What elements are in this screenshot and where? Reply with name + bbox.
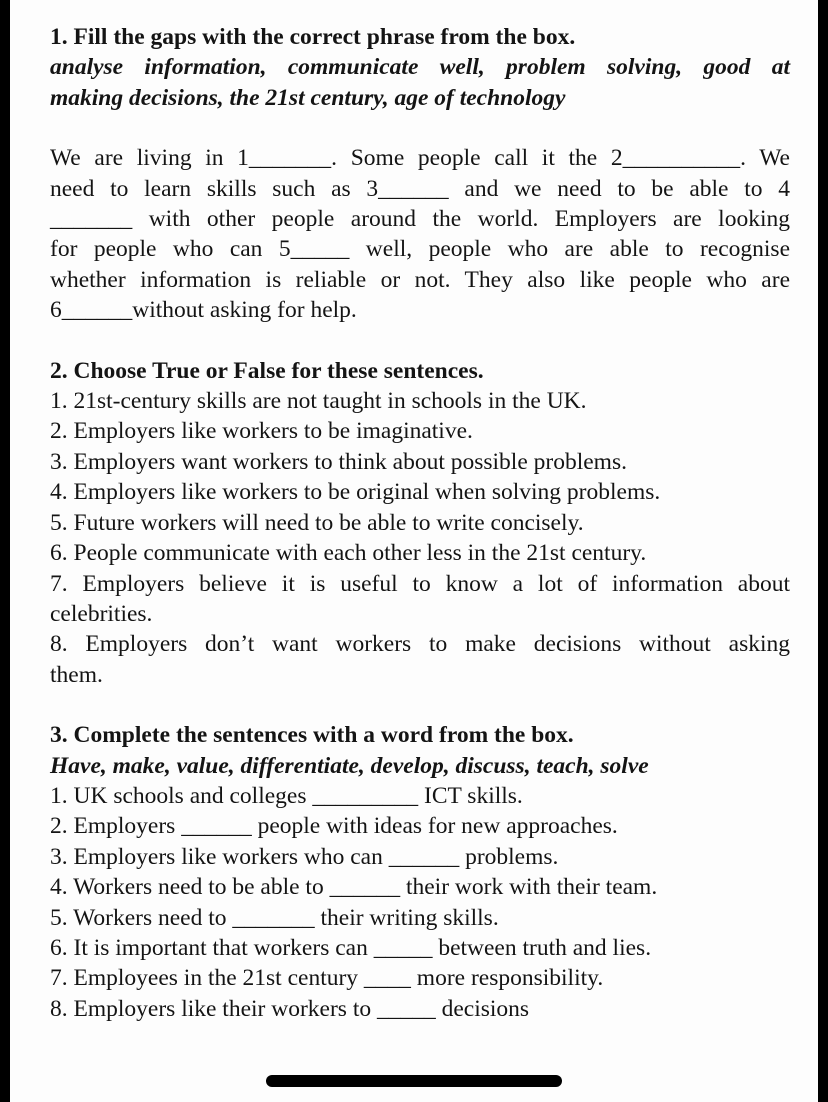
gap-fill-line: _______ with other people around the world. Employers are looking [50,206,790,233]
section-3 [50,720,790,1024]
true-false-item: 2. Employers like workers to be imaginative. [50,418,473,445]
true-false-item: 5. Future workers will need to be able to write concisely. [50,509,584,536]
section-3-word-box: Have, make, value, differentiate, develop, discuss, teach, solve [50,752,649,779]
complete-sentence-item: 7. Employees in the 21st century ____ more responsibility. [50,965,604,992]
complete-sentence-item: 8. Employers like their workers to _____ decisions [50,995,530,1022]
spacer [50,690,790,720]
gap-fill-line: whether information is reliable or not. They also like people who are [50,266,790,293]
true-false-item-7-line-1: 7. Employers believe it is useful to know a lot of information about [50,570,790,597]
complete-sentence-item: 6. It is important that workers can _____ between truth and lies. [50,934,652,961]
section-3-heading: 3. Complete the sentences with a word from the box. [50,722,574,749]
worksheet-page [10,0,818,1102]
true-false-item-8-line-1: 8. Employers don’t want workers to make decisions without asking [50,631,790,658]
section-2-heading: 2. Choose True or False for these sentences. [50,357,484,384]
section-2 [50,356,790,690]
true-false-item: 3. Employers want workers to think about possible problems. [50,448,627,475]
true-false-item: 4. Employers like workers to be original when solving problems. [50,479,661,506]
section-1 [50,22,790,326]
gap-fill-line: for people who can 5_____ well, people who are able to recognise [50,236,790,263]
true-false-item: 1. 21st-century skills are not taught in schools in the UK. [50,388,587,415]
spacer [50,113,790,143]
complete-sentence-item: 2. Employers ______ people with ideas for new approaches. [50,813,618,840]
section-1-phrase-box-line-1: analyse information, communicate well, problem solving, good at [50,54,790,81]
spacer [50,326,790,356]
gap-fill-line: need to learn skills such as 3______ and we need to be able to 4 [50,175,790,202]
true-false-item-8-line-2: them. [50,661,103,688]
complete-sentence-item: 3. Employers like workers who can ______ problems. [50,843,559,870]
complete-sentence-item: 4. Workers need to be able to ______ their work with their team. [50,874,658,901]
complete-sentence-item: 5. Workers need to _______ their writing skills. [50,904,499,931]
complete-sentence-item: 1. UK schools and colleges _________ ICT skills. [50,782,523,809]
gap-fill-line: 6______without asking for help. [50,297,357,324]
section-1-phrase-box-line-2: making decisions, the 21st century, age of technology [50,84,566,111]
home-indicator-bar[interactable] [266,1075,562,1087]
true-false-item: 6. People communicate with each other less in the 21st century. [50,540,647,567]
true-false-item-7-line-2: celebrities. [50,600,153,627]
section-1-heading: 1. Fill the gaps with the correct phrase from the box. [50,24,576,50]
gap-fill-line: We are living in 1_______. Some people call it the 2__________. We [50,145,790,172]
